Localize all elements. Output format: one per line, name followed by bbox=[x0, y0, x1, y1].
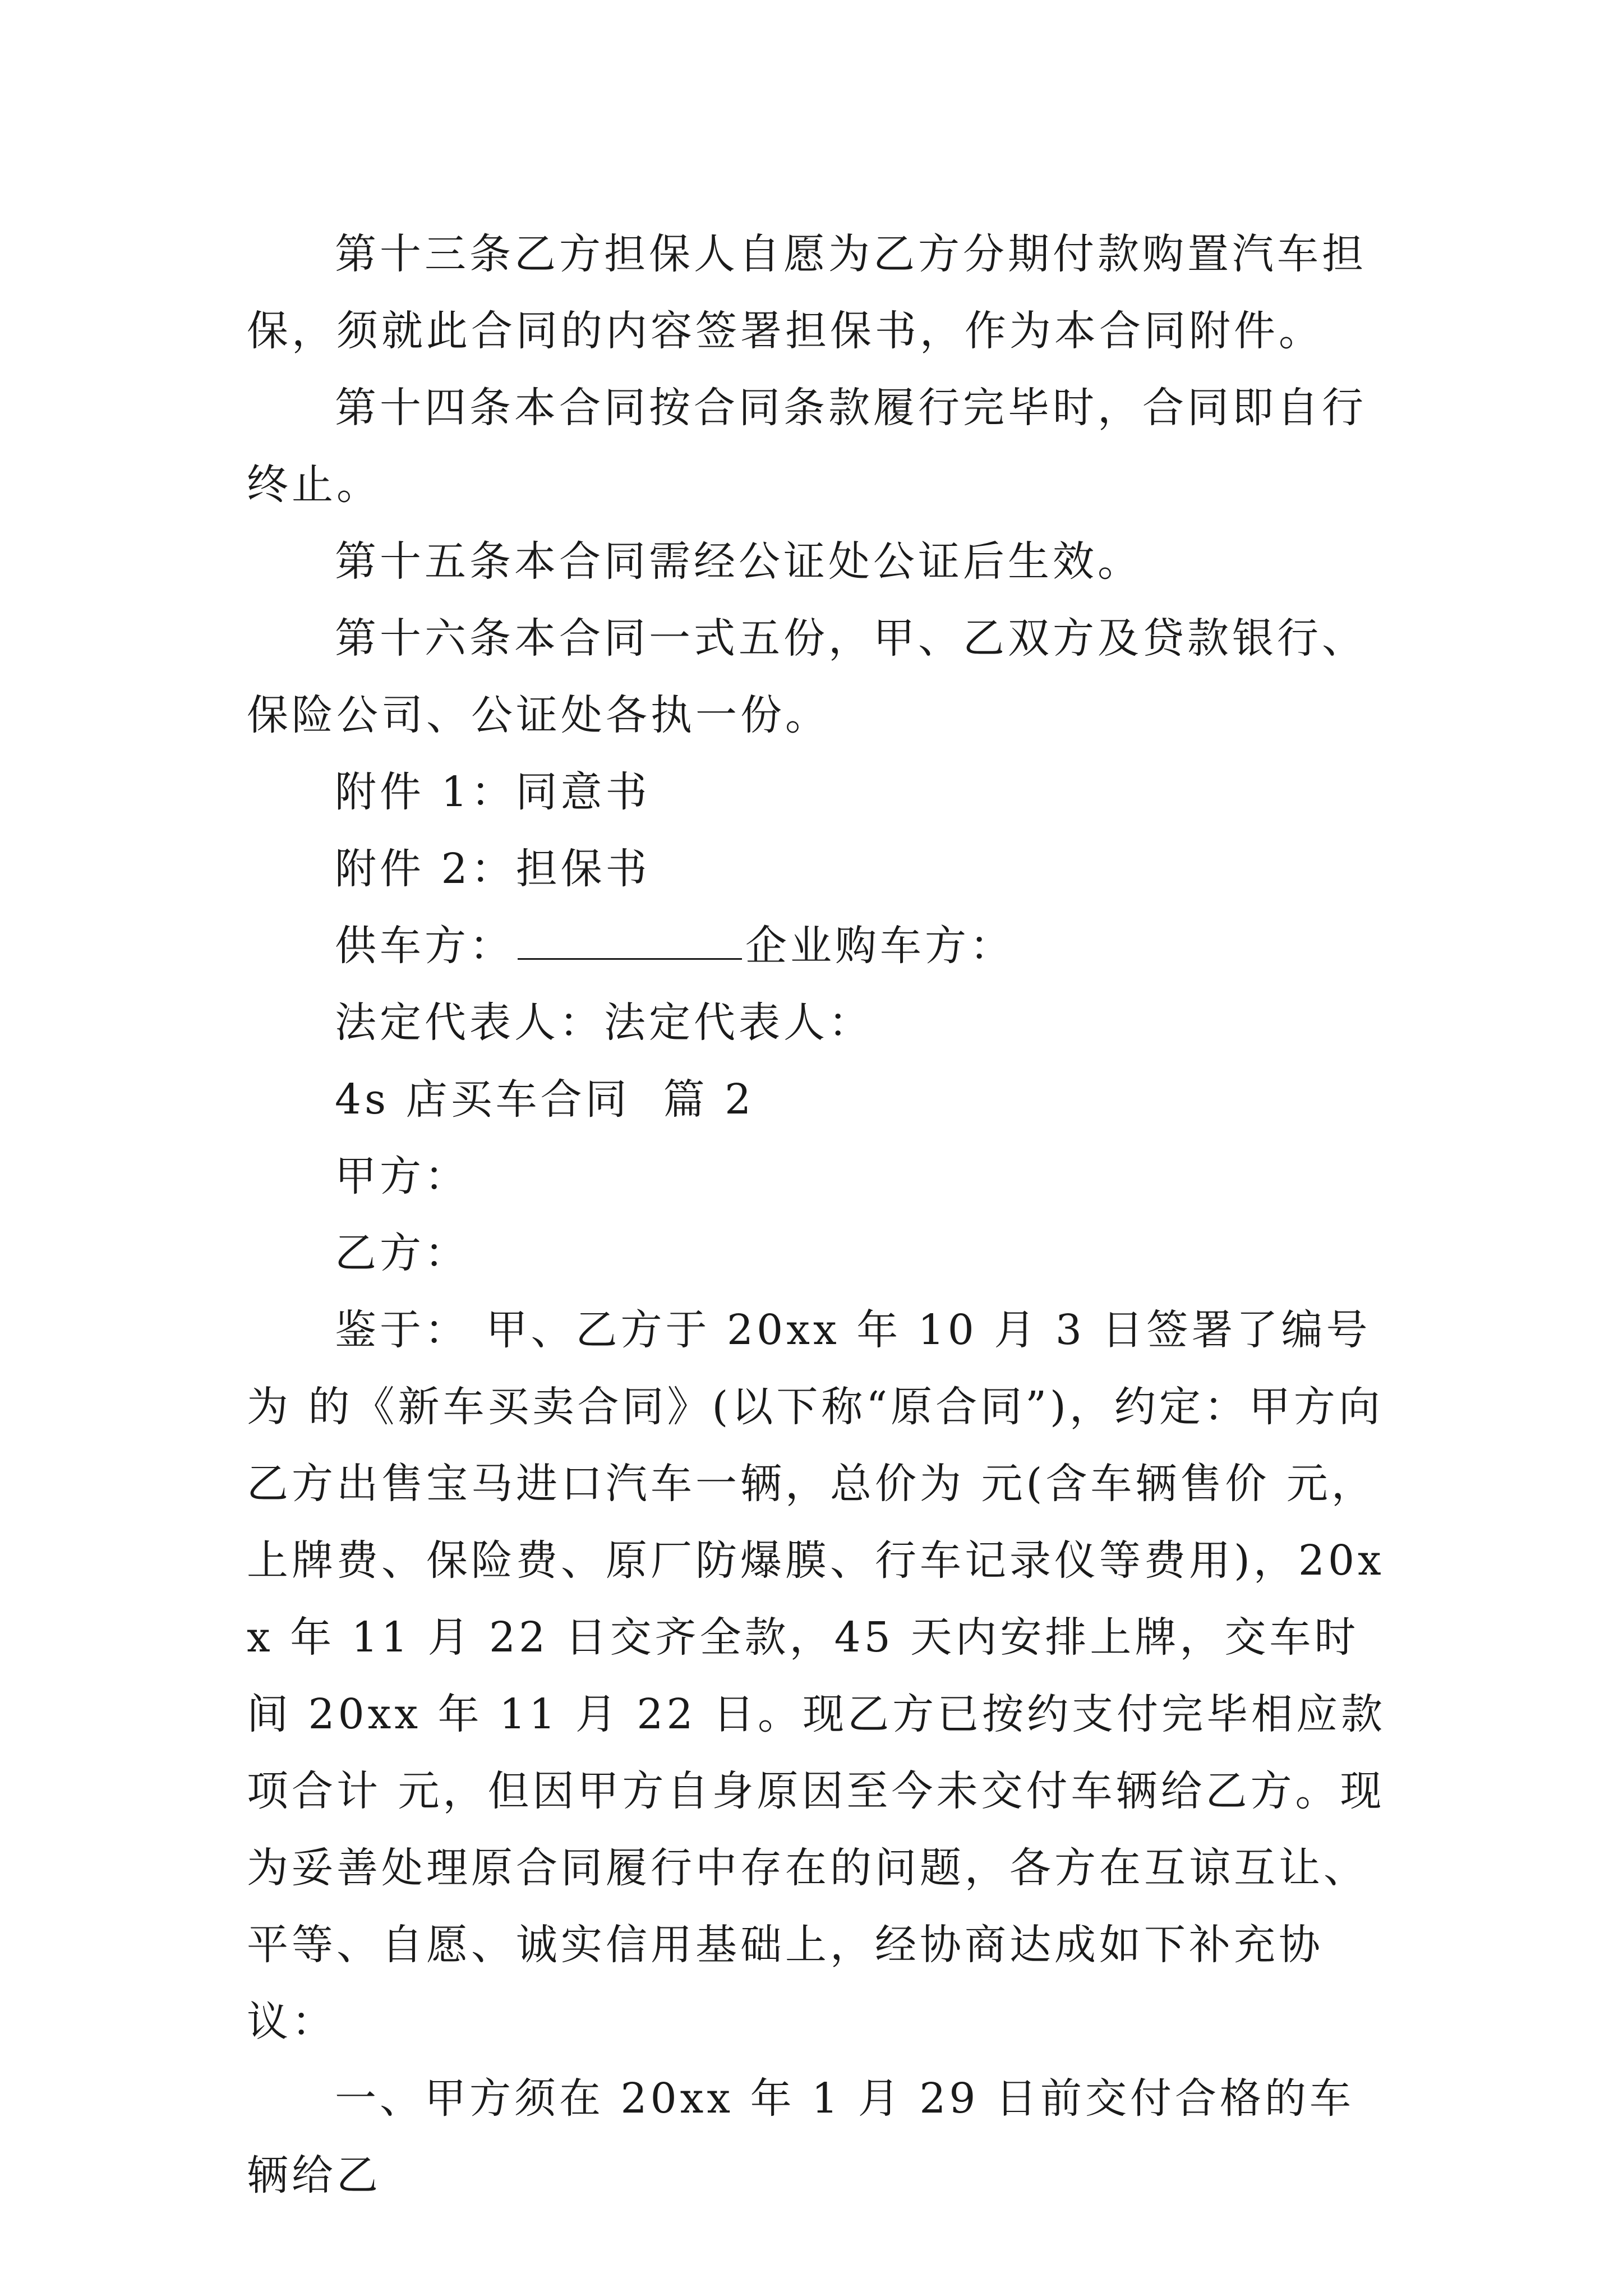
attachment-2: 附件 2：担保书 bbox=[335, 845, 651, 893]
document-body bbox=[247, 216, 1391, 2214]
legal-representatives: 法定代表人：法定代表人： bbox=[335, 999, 873, 1047]
supplier-label: 供车方： bbox=[335, 922, 514, 970]
buyer-label: 企业购车方： bbox=[745, 922, 1015, 970]
clause-13: 第十三条乙方担保人自愿为乙方分期付款购置汽车担保，须就此合同的内容签署担保书，作为本合同附件。 bbox=[247, 230, 1367, 355]
supplier-blank bbox=[518, 924, 742, 960]
clause-16: 第十六条本合同一式五份，甲、乙双方及贷款银行、保险公司、公证处各执一份。 bbox=[247, 614, 1367, 739]
party-b: 乙方： bbox=[335, 1229, 469, 1277]
clause-14: 第十四条本合同按合同条款履行完毕时，合同即自行终止。 bbox=[247, 384, 1367, 509]
attachment-1: 附件 1：同意书 bbox=[335, 768, 651, 816]
clause-15: 第十五条本合同需经公证处公证后生效。 bbox=[335, 537, 1142, 586]
party-a: 甲方： bbox=[335, 1152, 469, 1200]
recital-paragraph: 鉴于： 甲、乙方于 20xx 年 10 月 3 日签署了编号为 的《新车买卖合同》(以下称“原合同”)，约定：甲方向乙方出售宝马进口汽车一辆，总价为 元(含车辆售价 元，上牌费、保险费、原厂防爆膜、行车记录仪等费用)，20xx 年 11 月 22 日交齐全款，45 天内安排上牌，交车时间 20xx 年 11 月 22 日。现乙方已按约支付完毕相应款项合计 元，但因甲方自身原因至今未交付车辆给乙方。现为妥善处理原合同履行中存在的问题，各方在互谅互让、平等、自愿、诚实信用基础上，经协商达成如下补充协议： bbox=[247, 1306, 1386, 2046]
item-1-paragraph: 一、甲方须在 20xx 年 1 月 29 日前交付合格的车辆给乙 bbox=[247, 2074, 1355, 2200]
section-title: 4s 店买车合同 篇 2 bbox=[335, 1075, 755, 1124]
signature-line bbox=[247, 908, 1391, 984]
